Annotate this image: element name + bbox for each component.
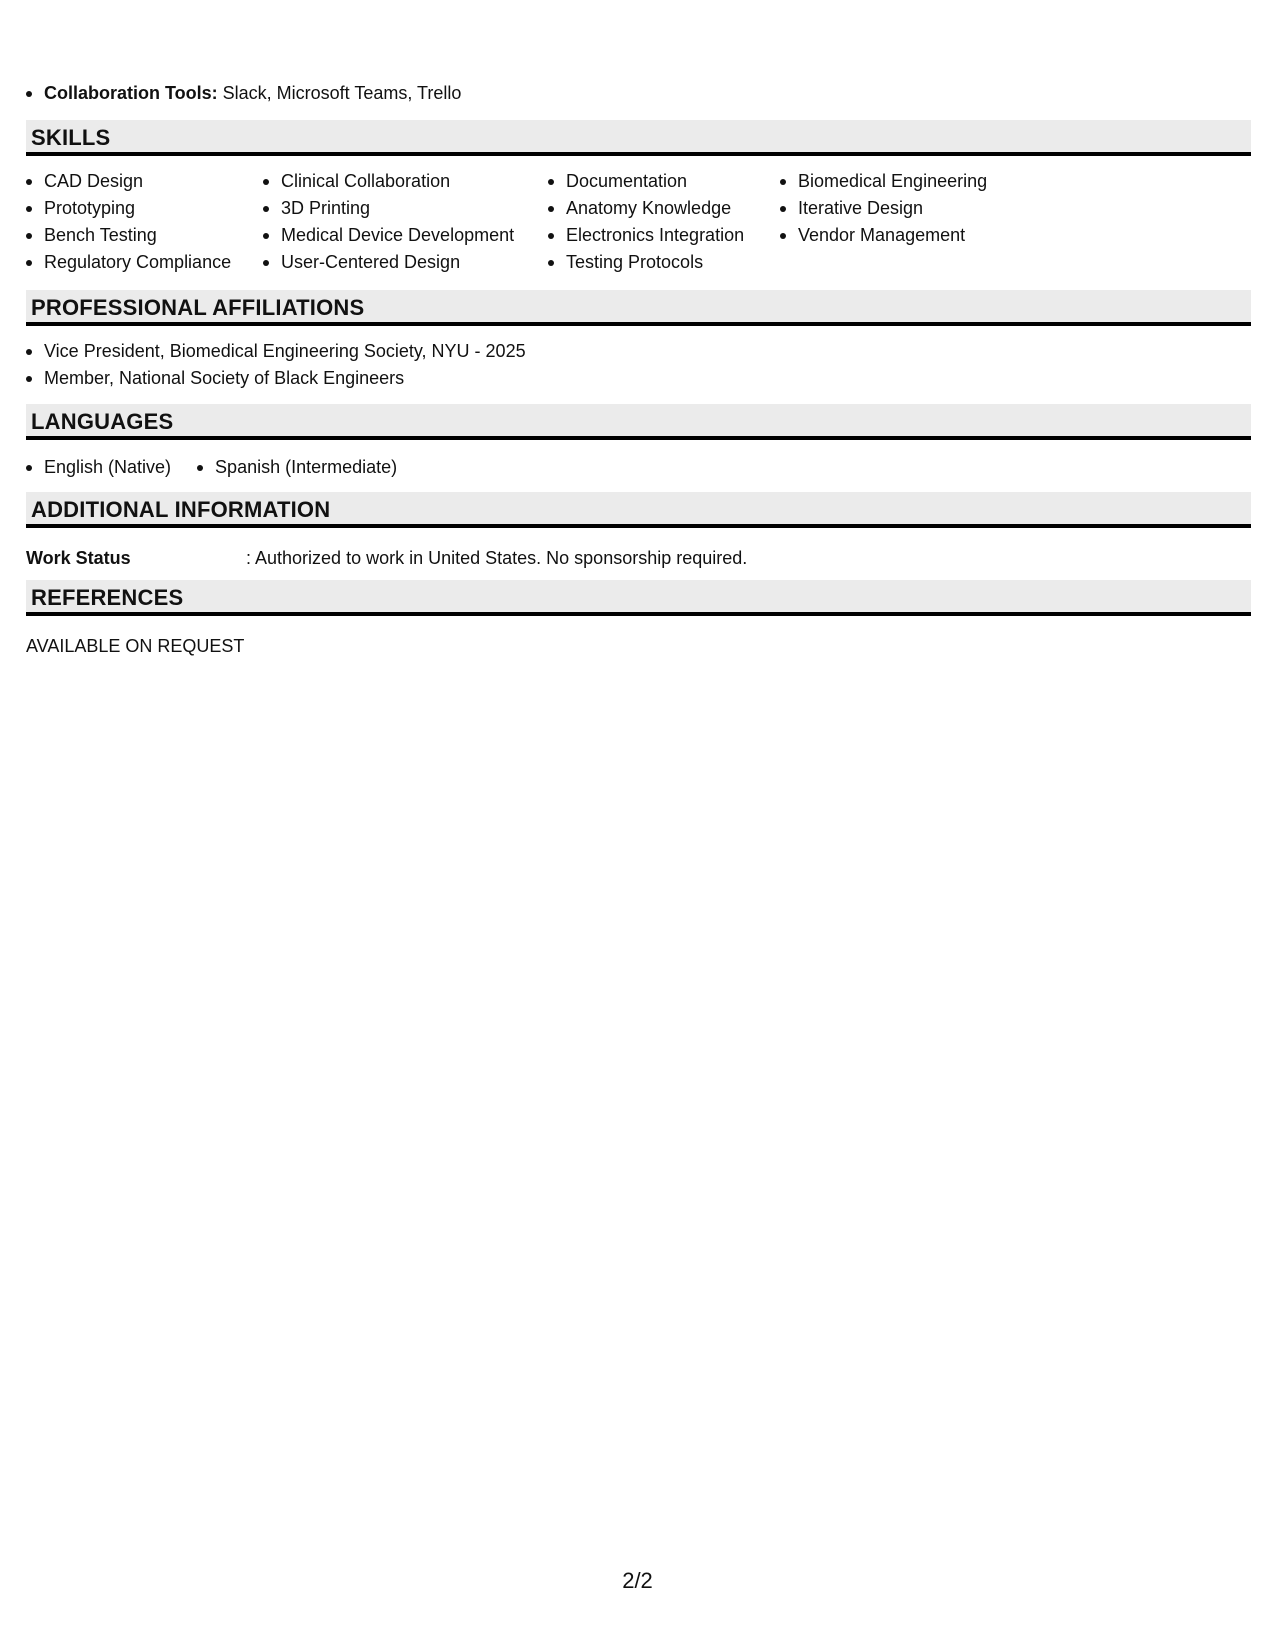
- references-text: AVAILABLE ON REQUEST: [26, 636, 245, 656]
- affiliation-item: Vice President, Biomedical Engineering Society, NYU - 2025: [26, 338, 526, 365]
- skill-item: Documentation: [548, 168, 780, 195]
- languages-heading: [26, 404, 1251, 440]
- skill-item: Bench Testing: [26, 222, 263, 249]
- skills-grid: [26, 168, 1040, 276]
- affiliations-list: [26, 338, 526, 392]
- skill-item: 3D Printing: [263, 195, 548, 222]
- skill-item: User-Centered Design: [263, 249, 548, 276]
- additional-info-heading: [26, 492, 1251, 528]
- skill-item: Clinical Collaboration: [263, 168, 548, 195]
- language-item: Spanish (Intermediate): [197, 454, 397, 481]
- skill-item: Electronics Integration: [548, 222, 780, 249]
- skill-item: Testing Protocols: [548, 249, 780, 276]
- skill-item: Medical Device Development: [263, 222, 548, 249]
- work-status-value: : Authorized to work in United States. No sponsorship required.: [246, 548, 748, 568]
- collaboration-tools-item: [26, 80, 461, 107]
- skill-item: Anatomy Knowledge: [548, 195, 780, 222]
- languages-heading-text: LANGUAGES: [31, 409, 174, 434]
- references-heading: [26, 580, 1251, 616]
- collaboration-tools-list: [26, 80, 461, 107]
- affiliation-item: Member, National Society of Black Engineers: [26, 365, 526, 392]
- skills-column-2: [263, 168, 548, 276]
- affiliations-heading: [26, 290, 1251, 326]
- skills-heading-text: SKILLS: [31, 125, 111, 150]
- skills-column-4: [780, 168, 1040, 276]
- skill-item: Vendor Management: [780, 222, 1040, 249]
- skills-column-1: [26, 168, 263, 276]
- affiliations-heading-text: PROFESSIONAL AFFILIATIONS: [31, 295, 365, 320]
- skill-item: Biomedical Engineering: [780, 168, 1040, 195]
- skill-item: Prototyping: [26, 195, 263, 222]
- references-heading-text: REFERENCES: [31, 585, 184, 610]
- page-number: 2/2: [622, 1568, 653, 1593]
- work-status-label: Work Status: [26, 548, 131, 568]
- additional-info-heading-text: ADDITIONAL INFORMATION: [31, 497, 331, 522]
- language-item: English (Native): [26, 454, 171, 481]
- skills-column-3: [548, 168, 780, 276]
- languages-list: [26, 454, 397, 481]
- skill-item: Regulatory Compliance: [26, 249, 263, 276]
- collaboration-tools-label: Collaboration Tools:: [44, 83, 218, 103]
- skill-item: CAD Design: [26, 168, 263, 195]
- work-status-row: [26, 545, 747, 572]
- collaboration-tools-value: Slack, Microsoft Teams, Trello: [217, 83, 462, 103]
- skills-heading: [26, 120, 1251, 156]
- skill-item: Iterative Design: [780, 195, 1040, 222]
